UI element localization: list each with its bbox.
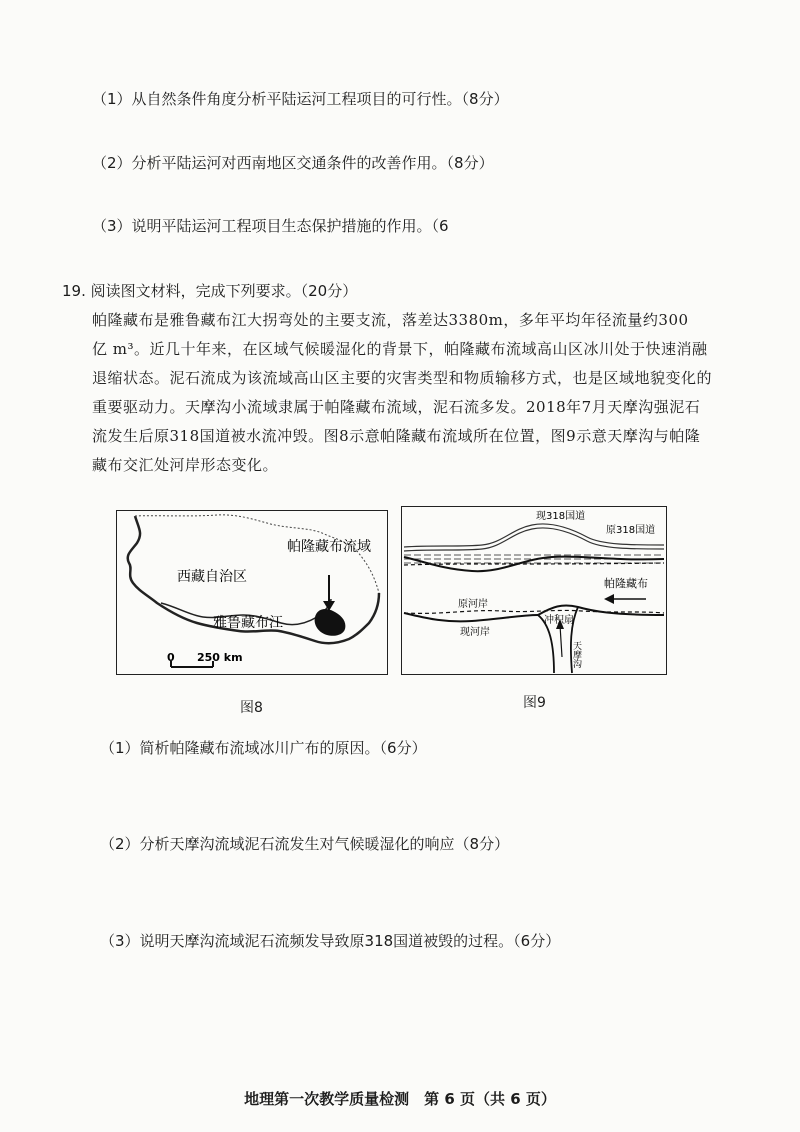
page-footer: 地理第一次教学质量检测 第 6 页（共 6 页） [244, 1090, 556, 1108]
upper-bank-new [404, 557, 664, 572]
scale-value: 250 km [197, 651, 243, 664]
figure-9-caption: 图9 [523, 695, 546, 711]
material-line: 藏布交汇处河岸形态变化。 [92, 456, 279, 474]
q19-material [92, 306, 732, 480]
q19-sub1: （1）简析帕隆藏布流域冰川广布的原因。（6分） [100, 739, 427, 757]
figure-8-map [116, 510, 388, 675]
material-line: 重要驱动力。天摩沟小流域隶属于帕隆藏布流域，泥石流多发。2018年7月天摩沟强泥石 [92, 398, 701, 416]
q18-sub2: （2）分析平陆运河对西南地区交通条件的改善作用。（8分） [92, 154, 494, 172]
label-region: 西藏自治区 [177, 569, 247, 585]
material-line: 亿 m³。近几十年来，在区域气候暖湿化的背景下，帕隆藏布流域高山区冰川处于快速消融 [92, 340, 708, 358]
figure-9-svg [402, 507, 666, 674]
figure-9-diagram [401, 506, 667, 675]
q19-title: 19. 阅读图文材料，完成下列要求。（20分） [62, 282, 358, 300]
label-river: 帕隆藏布 [604, 577, 648, 590]
fan-edge [538, 605, 664, 615]
q19-sub3: （3）说明天摩沟流域泥石流频发导致原318国道被毁的过程。（6分） [100, 932, 561, 950]
label-fan: 冲积扇 [544, 615, 574, 626]
label-new-bank: 现河岸 [460, 627, 490, 638]
scale-zero: 0 [167, 651, 175, 664]
q19-sub2: （2）分析天摩沟流域泥石流发生对气候暖湿化的响应（8分） [100, 835, 510, 853]
material-line: 帕隆藏布是雅鲁藏布江大拐弯处的主要支流，落差达3380m，多年平均年径流量约300 [92, 311, 689, 329]
q18-sub1: （1）从自然条件角度分析平陆运河工程项目的可行性。（8分） [92, 90, 509, 108]
q18-sub3: （3）说明平陆运河工程项目生态保护措施的作用。（6 [92, 217, 449, 235]
label-river: 雅鲁藏布江 [213, 615, 283, 631]
label-old-road: 原318国道 [606, 525, 656, 536]
figure-8-caption: 图8 [240, 700, 263, 716]
material-line: 退缩状态。泥石流成为该流域高山区主要的灾害类型和物质输移方式，也是区域地貌变化的 [92, 369, 713, 387]
lower-bank-new [404, 613, 538, 621]
river-flow-arrowhead [604, 594, 614, 604]
basin-shape [315, 609, 346, 636]
label-basin: 帕隆藏布流域 [287, 539, 371, 555]
gully-flow-arrow [560, 625, 562, 657]
material-line: 流发生后原318国道被水流冲毁。图8示意帕隆藏布流域所在位置，图9示意天摩沟与帕隆 [92, 427, 701, 445]
figure-8-svg [117, 511, 387, 674]
label-new-road: 现318国道 [536, 511, 586, 522]
label-gully: 天摩沟 [571, 641, 581, 668]
label-old-bank: 原河岸 [458, 599, 488, 610]
